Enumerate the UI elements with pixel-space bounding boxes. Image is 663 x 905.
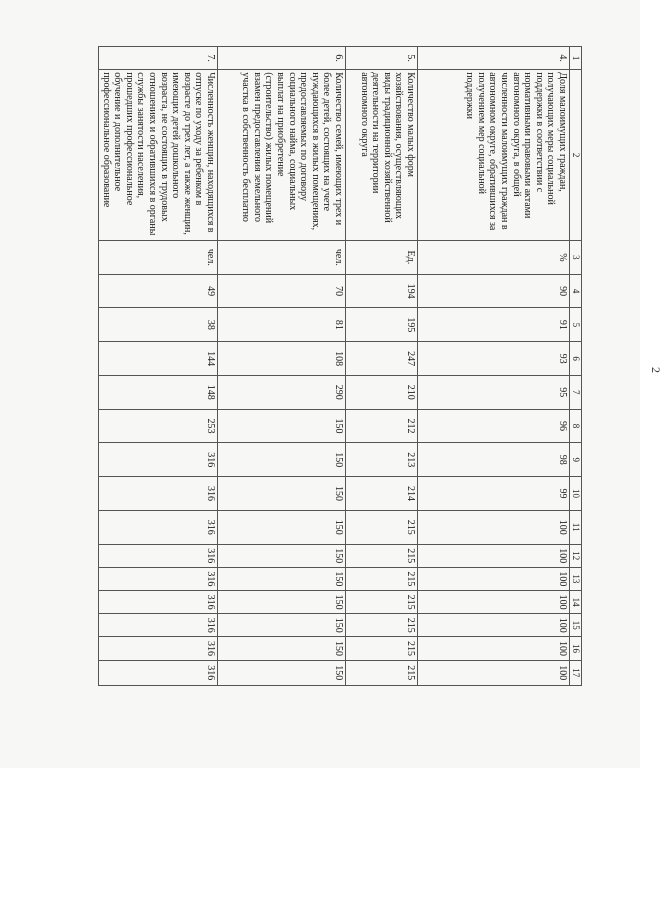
value-cell: 290: [218, 375, 346, 409]
value-cell: 100: [418, 510, 570, 544]
value-cell: 38: [99, 308, 218, 342]
value-cell: 210: [346, 375, 418, 409]
value-cell: 49: [99, 274, 218, 308]
header-cell: 13: [570, 567, 582, 590]
value-cell: 150: [218, 443, 346, 477]
value-cell: 215: [346, 544, 418, 567]
value-cell: 150: [218, 614, 346, 637]
header-cell: 1: [570, 47, 582, 70]
row-unit: %: [418, 241, 570, 275]
header-cell: 10: [570, 477, 582, 511]
value-cell: 100: [418, 567, 570, 590]
header-cell: 4: [570, 274, 582, 308]
value-cell: 100: [418, 637, 570, 660]
row-description: Доля малоимущих граждан, получающих меры социальной поддержки в соответствии с нормативными правовыми актами автономного округа, в общей численности малоимущих граждан в автономном округе, обратившихся за получением мер социальной поддержки: [418, 70, 570, 241]
value-cell: 95: [418, 375, 570, 409]
value-cell: 150: [218, 567, 346, 590]
value-cell: 316: [99, 637, 218, 660]
row-number: 5.: [346, 47, 418, 70]
value-cell: 81: [218, 308, 346, 342]
row-description: Количество малых форм хозяйствования, осуществляющих виды традиционной хозяйственной деятельности на территории автономного округа: [346, 70, 418, 241]
value-cell: 100: [418, 544, 570, 567]
value-cell: 91: [418, 308, 570, 342]
value-cell: 93: [418, 342, 570, 376]
value-cell: 96: [418, 409, 570, 443]
value-cell: 253: [99, 409, 218, 443]
header-row: [570, 47, 582, 686]
value-cell: 214: [346, 477, 418, 511]
header-cell: 15: [570, 614, 582, 637]
header-cell: 6: [570, 342, 582, 376]
table-row: [218, 47, 346, 686]
header-cell: 8: [570, 409, 582, 443]
header-cell: 2: [570, 70, 582, 241]
value-cell: 316: [99, 510, 218, 544]
page-number: 2: [649, 367, 663, 373]
header-cell: 14: [570, 590, 582, 613]
value-cell: 215: [346, 614, 418, 637]
page-margin: [0, 768, 640, 905]
value-cell: 150: [218, 510, 346, 544]
value-cell: 148: [99, 375, 218, 409]
table-row: [418, 47, 570, 686]
header-cell: 11: [570, 510, 582, 544]
header-cell: 17: [570, 660, 582, 685]
row-unit: Ед.: [346, 241, 418, 275]
table-row: [346, 47, 418, 686]
value-cell: 316: [99, 443, 218, 477]
value-cell: 215: [346, 510, 418, 544]
row-number: 7.: [99, 47, 218, 70]
value-cell: 316: [99, 544, 218, 567]
header-cell: 3: [570, 241, 582, 275]
value-cell: 247: [346, 342, 418, 376]
value-cell: 316: [99, 614, 218, 637]
value-cell: 316: [99, 590, 218, 613]
value-cell: 150: [218, 637, 346, 660]
row-unit: чел.: [99, 241, 218, 275]
value-cell: 99: [418, 477, 570, 511]
value-cell: 98: [418, 443, 570, 477]
value-cell: 150: [218, 544, 346, 567]
header-cell: 7: [570, 375, 582, 409]
value-cell: 316: [99, 660, 218, 685]
row-number: 4.: [418, 47, 570, 70]
value-cell: 213: [346, 443, 418, 477]
value-cell: 150: [218, 660, 346, 685]
value-cell: 215: [346, 567, 418, 590]
value-cell: 108: [218, 342, 346, 376]
header-cell: 9: [570, 443, 582, 477]
value-cell: 195: [346, 308, 418, 342]
value-cell: 215: [346, 590, 418, 613]
value-cell: 316: [99, 567, 218, 590]
value-cell: 194: [346, 274, 418, 308]
value-cell: 100: [418, 614, 570, 637]
rotated-table-wrapper: [100, 46, 582, 686]
value-cell: 150: [218, 477, 346, 511]
value-cell: 150: [218, 590, 346, 613]
header-cell: 12: [570, 544, 582, 567]
value-cell: 150: [218, 409, 346, 443]
value-cell: 90: [418, 274, 570, 308]
row-number: 6.: [218, 47, 346, 70]
header-cell: 5: [570, 308, 582, 342]
value-cell: 212: [346, 409, 418, 443]
value-cell: 316: [99, 477, 218, 511]
row-description: Численность женщин, находящихся в отпуске по уходу за ребенком в возрасте до трех лет, а также женщин, имеющих детей дошкольного возраста, не состоящих в трудовых отношениях и обратившихся в органы службы занятости населения, прошедших профессиональное обучение и дополнительное профессиональное образование: [99, 70, 218, 241]
value-cell: 215: [346, 660, 418, 685]
row-unit: чел.: [218, 241, 346, 275]
header-cell: 16: [570, 637, 582, 660]
indicators-table: [98, 46, 582, 686]
value-cell: 100: [418, 660, 570, 685]
value-cell: 144: [99, 342, 218, 376]
table-row: [99, 47, 218, 686]
row-description: Количество семей, имеющих трех и более детей, состоящих на учете нуждающихся в жилых помещениях, предоставляемых по договору социального найма, социальных выплат на приобретение (строительство) жилых помещений взамен предоставления земельного участка в собственность бесплатно: [218, 70, 346, 241]
value-cell: 70: [218, 274, 346, 308]
value-cell: 100: [418, 590, 570, 613]
value-cell: 215: [346, 637, 418, 660]
